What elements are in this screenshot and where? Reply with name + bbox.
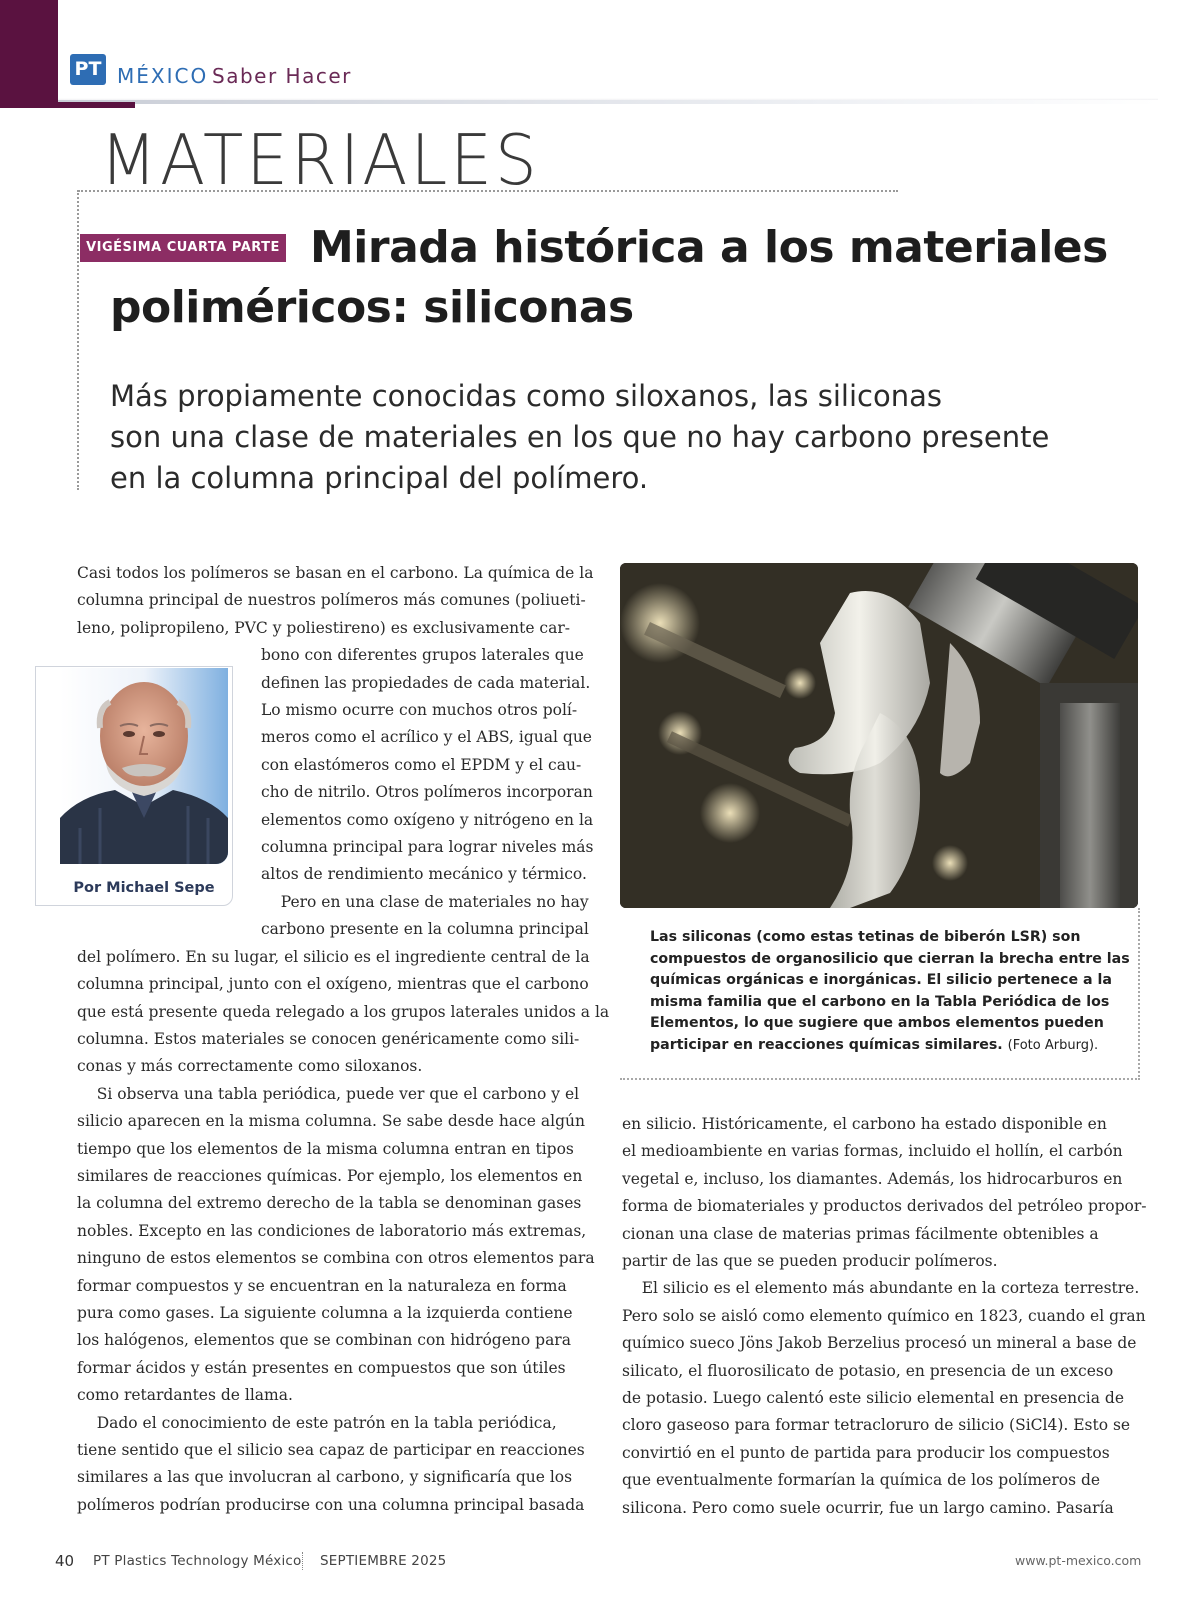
text-line: elementos como oxígeno y nitrógeno en la	[261, 810, 594, 829]
text-line: partir de las que se pueden producir polímeros.	[622, 1252, 998, 1271]
text-line: forma de biomateriales y productos derivados del petróleo propor-	[622, 1197, 1147, 1216]
text-line: silicio aparecen en la misma columna. Se sabe desde hace algún	[77, 1112, 585, 1131]
feature-photo	[620, 563, 1138, 908]
text-line: Si observa una tabla periódica, puede ver que el carbono y el	[77, 1084, 580, 1103]
text-line: altos de rendimiento mecánico y térmico.	[261, 865, 587, 884]
pt-logo: PT	[70, 54, 106, 85]
text-line: formar compuestos y se encuentran en la naturaleza en forma	[77, 1276, 567, 1295]
author-byline: Por Michael Sepe	[73, 880, 215, 896]
text-line: como retardantes de llama.	[77, 1386, 293, 1405]
text-line: Lo mismo ocurre con muchos otros polí-	[261, 701, 578, 720]
text-line: Pero en una clase de materiales no hay	[261, 892, 589, 911]
corner-block	[0, 0, 58, 108]
text-line: similares a las que involucran al carbono, y significaría que los	[77, 1468, 573, 1487]
text-line: leno, polipropileno, PVC y poliestireno) es exclusivamente car-	[77, 618, 571, 637]
article-dek: Más propiamente conocidas como siloxanos, las siliconas son una clase de materiales en los que no hay carbono presente en la columna principal del polímero.	[110, 379, 1050, 495]
text-line: similares de reacciones químicas. Por ejemplo, los elementos en	[77, 1166, 583, 1185]
text-line: cloro gaseoso para formar tetracloruro de silicio (SiCl4). Esto se	[622, 1416, 1131, 1435]
caption-text: Las siliconas (como estas tetinas de biberón LSR) son compuestos de organosilicio que cierran la brecha entre las químicas orgánicas e inorgánicas. El silicio pertenece a la misma familia que el carbono en la Tabla Periódica de los Elementos, lo que sugiere que ambos elementos pueden participar en reacciones químicas similares.	[650, 929, 1130, 1053]
text-line: convirtió en el punto de partida para producir los compuestos	[622, 1443, 1110, 1462]
text-line: formar ácidos y están presentes en compuestos que son útiles	[77, 1358, 566, 1377]
corner-accent-line	[0, 102, 135, 108]
text-line: tiene sentido que el silicio sea capaz de participar en reacciones	[77, 1441, 585, 1459]
title-side-rule	[77, 190, 79, 490]
title-divider	[78, 190, 898, 192]
text-line: bono con diferentes grupos laterales que	[261, 646, 584, 665]
text-line: cionan una clase de materias primas fácilmente obtenibles a	[622, 1224, 1099, 1243]
text-line: El silicio es el elemento más abundante en la corteza terrestre.	[622, 1279, 1140, 1298]
text-line: polímeros podrían producirse con una columna principal basada	[77, 1495, 585, 1514]
text-line: nobles. Excepto en las condiciones de laboratorio más extremas,	[77, 1221, 587, 1240]
text-line: silicato, el fluorosilicato de potasio, en presencia de un exceso	[622, 1361, 1114, 1380]
text-line: vegetal e, incluso, los diamantes. Además, los hidrocarburos en	[622, 1169, 1123, 1188]
text-line: columna. Estos materiales se conocen genéricamente como sili-	[77, 1029, 580, 1048]
page-number: 40	[55, 1552, 75, 1570]
text-line: columna principal, junto con el oxígeno, mientras que el carbono	[77, 975, 589, 994]
text-line: conas y más correctamente como siloxanos.	[77, 1057, 423, 1076]
photo-caption	[650, 927, 1130, 1057]
section-title: MATERIALES	[100, 120, 540, 201]
text-line: de potasio. Luego calentó este silicio elemental en presencia de	[622, 1389, 1125, 1408]
header-region: MÉXICO	[117, 64, 209, 88]
part-badge: VIGÉSIMA CUARTA PARTE	[80, 234, 286, 262]
text-line: tiempo que los elementos de la misma columna entran en tipos	[77, 1139, 574, 1158]
text-line: columna principal para lograr niveles más	[261, 838, 594, 857]
text-line: que eventualmente formarían la química de los polímeros de	[622, 1471, 1101, 1490]
text-line: la columna del extremo derecho de la tabla se denominan gases	[77, 1194, 582, 1213]
text-line: cho de nitrilo. Otros polímeros incorporan	[261, 783, 593, 802]
text-line: Pero solo se aisló como elemento químico en 1823, cuando el gran	[622, 1306, 1146, 1325]
text-line: ninguno de estos elementos se combina con otros elementos para	[77, 1249, 595, 1268]
article-column-1	[77, 560, 610, 1519]
text-line: definen las propiedades de cada material.	[261, 673, 591, 692]
text-line: químico sueco Jöns Jakob Berzelius procesó un mineral a base de	[622, 1334, 1137, 1353]
text-line: carbono presente en la columna principal	[261, 920, 589, 939]
article-column-2	[622, 1111, 1147, 1522]
footer-separator	[302, 1552, 303, 1570]
headline: Mirada histórica a los materiales poliméricos: siliconas	[110, 222, 1108, 333]
footer-url[interactable]: www.pt-mexico.com	[1015, 1553, 1142, 1568]
footer-publication: PT Plastics Technology México	[93, 1553, 302, 1569]
text-line: silicona. Pero como suele ocurrir, fue un largo camino. Pasaría	[622, 1498, 1114, 1517]
text-line: meros como el acrílico y el ABS, igual que	[261, 728, 592, 747]
text-line: pura como gases. La siguiente columna a la izquierda contiene	[77, 1303, 573, 1322]
text-line: con elastómeros como el EPDM y el cau-	[261, 755, 582, 774]
header-divider	[58, 100, 1158, 104]
caption-credit: (Foto Arburg).	[1007, 1037, 1099, 1053]
text-line: Dado el conocimiento de este patrón en la tabla periódica,	[77, 1413, 557, 1432]
text-line: en silicio. Históricamente, el carbono ha estado disponible en	[622, 1115, 1107, 1133]
footer-date: SEPTIEMBRE 2025	[320, 1553, 447, 1569]
text-line: los halógenos, elementos que se combinan con hidrógeno para	[77, 1331, 571, 1350]
text-line: del polímero. En su lugar, el silicio es el ingrediente central de la	[77, 947, 590, 966]
text-line: el medioambiente en varias formas, incluido el hollín, el carbón	[622, 1142, 1123, 1161]
text-line: columna principal de nuestros polímeros más comunes (poliueti-	[77, 591, 586, 610]
text-line: Casi todos los polímeros se basan en el carbono. La química de la	[77, 564, 594, 582]
text-line: que está presente queda relegado a los grupos laterales unidos a la	[77, 1002, 610, 1021]
header-section: Saber Hacer	[212, 64, 352, 88]
